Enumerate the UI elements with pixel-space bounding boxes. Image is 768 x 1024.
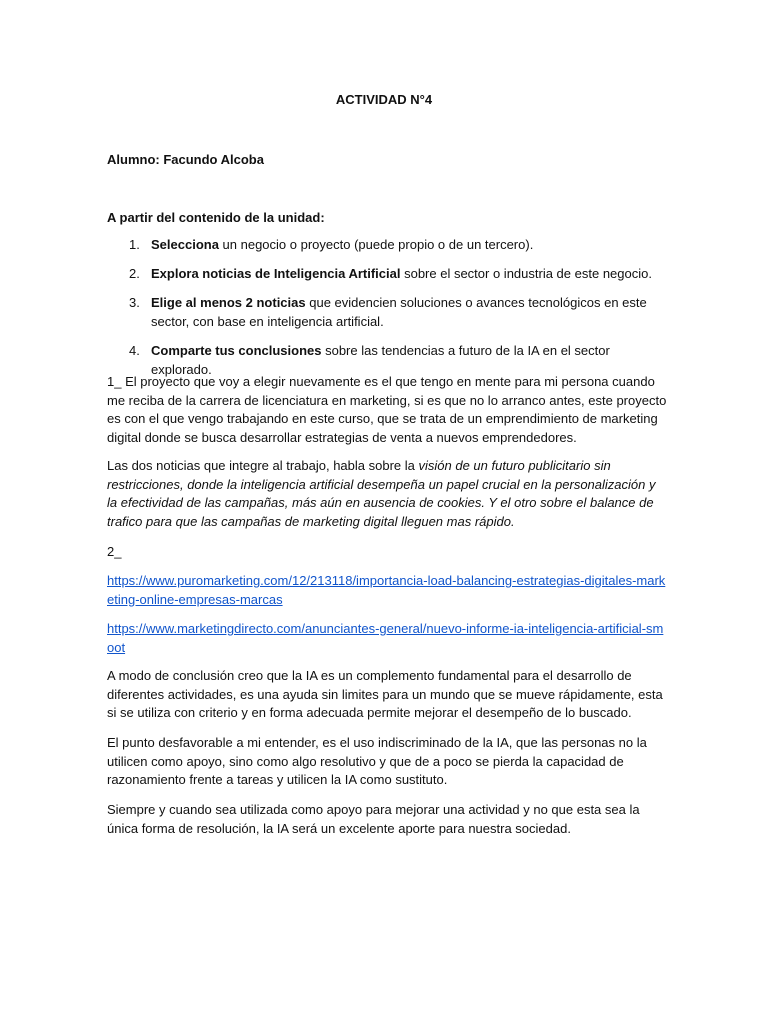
task-item [107, 236, 667, 255]
news-summary-text: visión de un futuro publicitario sin restricciones, donde la inteligencia artificial desempeña un papel crucial en la personalización y la efectividad de las campañas, más aún en ausencia de cookies. Y el otro sobre el balance de trafico para que las campañas de marketing digital lleguen mas rápido. [107, 458, 656, 529]
task-keyword: Comparte tus conclusiones [151, 343, 322, 358]
student-name: Alumno: Facundo Alcoba [107, 152, 264, 167]
task-number: 1. [129, 237, 140, 252]
task-keyword: Selecciona [151, 237, 219, 252]
news-paragraph [107, 457, 667, 531]
news-link-1-wrapper [107, 572, 667, 609]
news-intro-text: Las dos noticias que integre al trabajo, habla sobre la [107, 458, 419, 473]
conclusion-paragraph-2: El punto desfavorable a mi entender, es el uso indiscriminado de la IA, que las personas no la utilicen como apoyo, sino como algo resolutivo y que de a poco se pierda la capacidad de razonamiento frente a tareas y utilicen la IA como sustituto. [107, 735, 647, 787]
news-link-1[interactable]: https://www.puromarketing.com/12/213118/importancia-load-balancing-estrategias-digitales-marketing-online-empresas-marcas [107, 573, 666, 607]
task-item [107, 265, 667, 284]
task-number: 3. [129, 295, 140, 310]
instructions-intro: A partir del contenido de la unidad: [107, 210, 325, 225]
document-title: ACTIVIDAD N°4 [335, 92, 433, 107]
project-paragraph: 1_ El proyecto que voy a elegir nuevamente es el que tengo en mente para mi persona cuando me reciba de la carrera de licenciatura en marketing, si es que no lo arranco antes, este proyecto es con el que vengo trabajando en este curso, que se trata de un emprendimiento de marketing digital donde se busca desarrollar estrategias de venta a nuevos emprendedores. [107, 374, 667, 445]
news-link-2[interactable]: https://www.marketingdirecto.com/anunciantes-general/nuevo-informe-ia-inteligencia-artificial-smoot [107, 621, 664, 655]
task-text: que evidencien soluciones o avances tecnológicos en este sector, con base en inteligencia artificial. [151, 295, 647, 329]
task-keyword: Elige al menos 2 noticias [151, 295, 306, 310]
task-text: un negocio o proyecto (puede propio o de un tercero). [218, 237, 534, 252]
section-2-label: 2_ [107, 544, 122, 559]
task-item [107, 294, 667, 331]
task-text: sobre las tendencias a futuro de la IA en el sector explorado. [151, 343, 610, 377]
task-number: 4. [129, 343, 140, 358]
conclusion-paragraph-3: Siempre y cuando sea utilizada como apoyo para mejorar una actividad y no que esta sea la única forma de resolución, la IA será un excelente aporte para nuestra sociedad. [107, 802, 640, 836]
task-keyword: Explora noticias de Inteligencia Artificial [151, 266, 401, 281]
task-text: sobre el sector o industria de este negocio. [400, 266, 652, 281]
news-link-2-wrapper [107, 620, 667, 657]
task-number: 2. [129, 266, 140, 281]
conclusion-paragraph-1: A modo de conclusión creo que la IA es un complemento fundamental para el desarrollo de diferentes actividades, es una ayuda sin limites para un mundo que se mueve rápidamente, esta si se utiliza con criterio y en forma adecuada permite mejorar el desempeño de lo buscado. [107, 668, 663, 720]
